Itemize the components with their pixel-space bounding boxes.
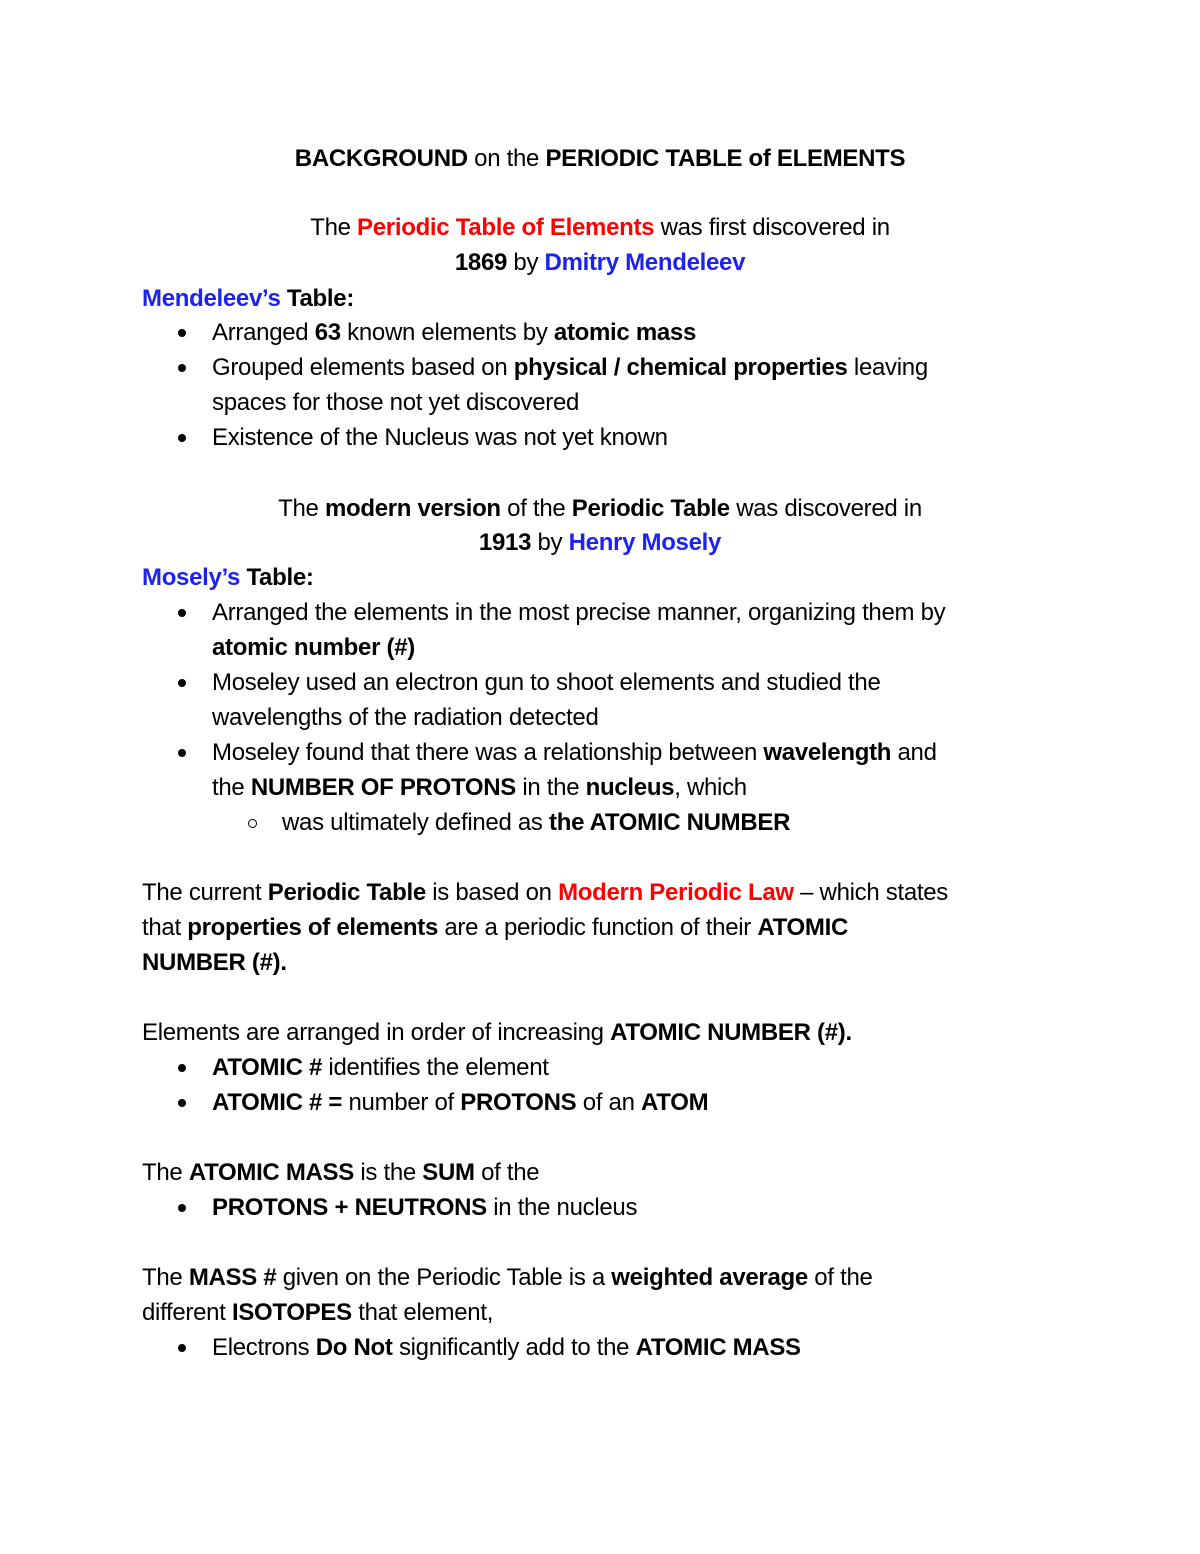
list-item: ATOMIC # = number of PROTONS of an ATOM — [212, 1089, 709, 1116]
intro-line-2: 1869 by Dmitry Mendeleev — [454, 249, 746, 276]
list-item: Moseley found that there was a relationship between wavelength and — [212, 739, 937, 766]
bullet-icon — [178, 1064, 186, 1072]
list-item: Existence of the Nucleus was not yet known — [212, 424, 668, 451]
bullet-icon — [178, 329, 186, 337]
list-item: PROTONS + NEUTRONS in the nucleus — [212, 1194, 638, 1221]
bullet-icon — [178, 364, 186, 372]
bullet-icon — [178, 609, 186, 617]
list-item: Arranged the elements in the most precise manner, organizing them by — [212, 599, 946, 626]
list-item-continuation: the NUMBER OF PROTONS in the nucleus, which — [212, 774, 747, 801]
hollow-bullet-icon — [248, 819, 257, 828]
intro2-line-1: The modern version of the Periodic Table was discovered in — [278, 495, 922, 522]
paragraph-line: Elements are arranged in order of increasing ATOMIC NUMBER (#). — [142, 1019, 852, 1046]
bullet-icon — [178, 679, 186, 687]
list-item: ATOMIC # identifies the element — [212, 1054, 549, 1081]
paragraph-line: NUMBER (#). — [142, 949, 287, 976]
list-item-continuation: wavelengths of the radiation detected — [212, 704, 599, 731]
paragraph-line: The current Periodic Table is based on Modern Periodic Law – which states — [142, 879, 948, 906]
mendeleev-heading: Mendeleev’s Table: — [142, 285, 355, 312]
bullet-icon — [178, 749, 186, 757]
paragraph-line: The ATOMIC MASS is the SUM of the — [142, 1159, 540, 1186]
sub-list-item: was ultimately defined as the ATOMIC NUMBER — [282, 809, 791, 836]
intro2-line-2: 1913 by Henry Mosely — [478, 529, 722, 556]
bullet-icon — [178, 434, 186, 442]
list-item: Moseley used an electron gun to shoot elements and studied the — [212, 669, 881, 696]
page-title: BACKGROUND on the PERIODIC TABLE of ELEMENTS — [294, 145, 906, 172]
list-item-continuation: atomic number (#) — [212, 634, 415, 661]
list-item-continuation: spaces for those not yet discovered — [212, 389, 580, 416]
list-item: Grouped elements based on physical / chemical properties leaving — [212, 354, 928, 381]
bullet-icon — [178, 1204, 186, 1212]
paragraph-line: that properties of elements are a periodic function of their ATOMIC — [142, 914, 848, 941]
mosely-heading: Mosely’s Table: — [142, 564, 314, 591]
bullet-icon — [178, 1344, 186, 1352]
list-item: Electrons Do Not significantly add to the ATOMIC MASS — [212, 1334, 801, 1361]
intro-line-1: The Periodic Table of Elements was first discovered in — [310, 214, 890, 241]
paragraph-line: The MASS # given on the Periodic Table is a weighted average of the — [142, 1264, 873, 1291]
list-item: Arranged 63 known elements by atomic mass — [212, 319, 696, 346]
paragraph-line: different ISOTOPES that element, — [142, 1299, 494, 1326]
bullet-icon — [178, 1099, 186, 1107]
